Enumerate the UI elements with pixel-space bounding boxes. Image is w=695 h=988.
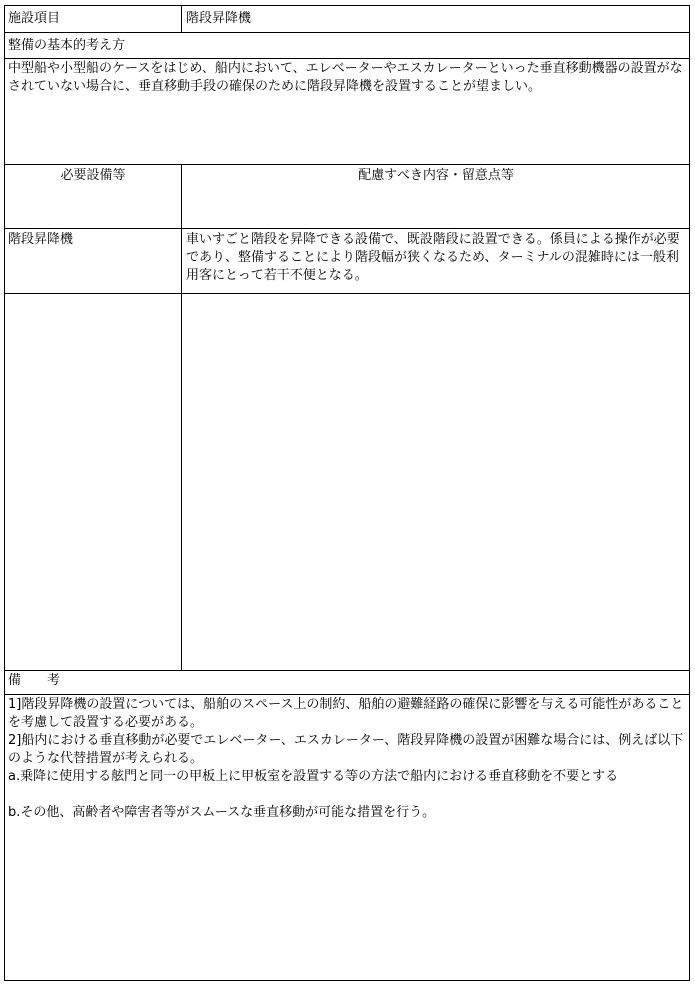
remarks-line-4: b.その他、高齢者や障害者等がスムースな垂直移動が可能な措置を行う。 (8, 805, 436, 820)
rule-remarks-heading-bottom (5, 694, 689, 695)
rule-column-header-bottom (5, 228, 689, 229)
rule-policy-body-bottom (5, 164, 689, 165)
rule-row-bottom (5, 293, 689, 294)
rule-table-bottom (5, 670, 689, 671)
facility-value: 階段昇降機 (186, 11, 252, 26)
rule-header-divider (181, 6, 182, 32)
policy-body: 中型船や小型船のケースをはじめ、船内において、エレベーターやエスカレーターといった垂直移動機器の設置がなされていない場合に、垂直移動手段の確保のために階段昇降機を設置することが望ましい。 (8, 61, 683, 94)
rule-table-divider (181, 164, 182, 670)
remarks-line-3: a.乗降に使用する舷門と同一の甲板上に甲板室を設置する等の方法で船内における垂直移動を不要とする (8, 769, 619, 784)
facility-sheet (4, 5, 690, 981)
rule-header-bottom (5, 32, 689, 33)
remarks-line-1: 1]階段昇降機の設置については、船舶のスペース上の制約、船舶の避難経路の確保に影響を与える可能性があることを考慮して設置する必要がある。 (8, 697, 684, 730)
column-header-required: 必要設備等 (60, 168, 126, 183)
policy-heading: 整備の基本的考え方 (8, 38, 126, 53)
facility-label: 施設項目 (8, 11, 61, 26)
table-row-item: 階段昇降機 (8, 232, 74, 247)
rule-policy-heading-bottom (5, 58, 689, 59)
column-header-considerations: 配慮すべき内容・留意点等 (358, 168, 514, 183)
remarks-line-2: 2]船内における垂直移動が必要でエレベーター、エスカレーター、階段昇降機の設置が困難な場合には、例えば以下のような代替措置が考えられる。 (8, 733, 684, 766)
remarks-heading: 備 考 (8, 673, 61, 688)
table-row-note: 車いすごと階段を昇降できる設備で、既設階段に設置できる。係員による操作が必要であり、整備することにより階段幅が狭くなるため、ターミナルの混雑時には一般利用客にとって若干不便となる。 (186, 232, 680, 283)
